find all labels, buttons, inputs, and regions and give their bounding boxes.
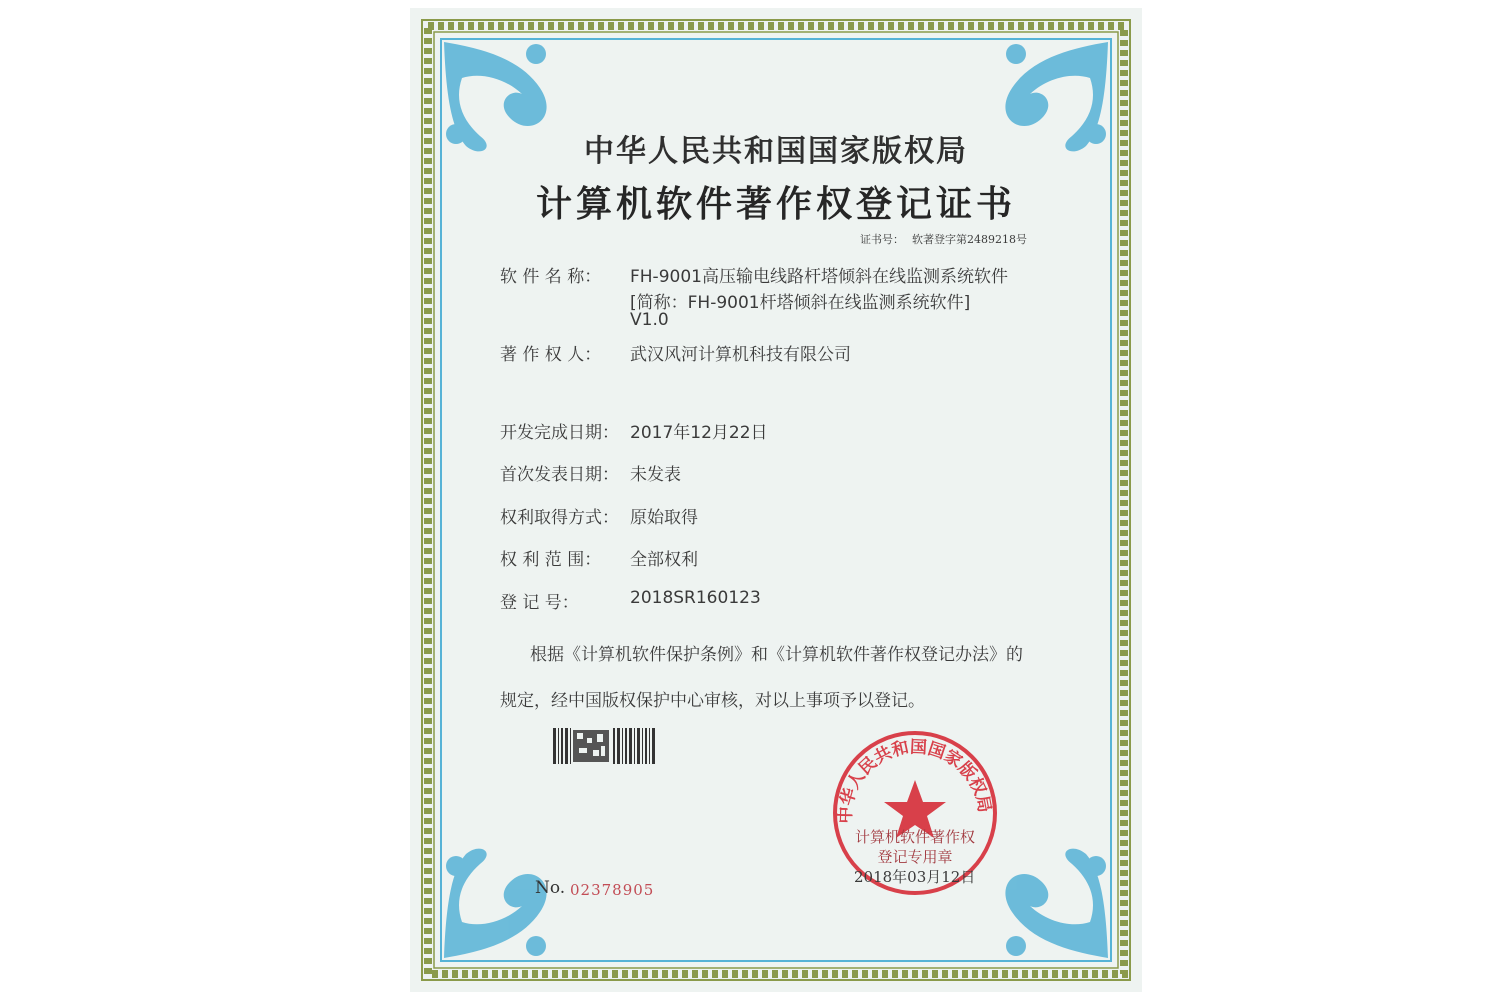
field-value-software-version: V1.0	[630, 310, 669, 330]
corner-ornament-bottom-left	[444, 849, 547, 958]
issuing-agency: 中华人民共和国国家版权局	[584, 134, 968, 169]
certificate-number-label: 证书号：	[860, 233, 904, 246]
seal-ring-text: 中华人民共和国国家版权局	[835, 737, 995, 824]
seal-date: 2018年03月12日	[854, 868, 976, 886]
serial-number-label: No.	[535, 878, 566, 898]
serial-number-value: 02378905	[570, 881, 655, 899]
statement-line-2: 规定，经中国版权保护中心审核，对以上事项予以登记。	[500, 691, 925, 711]
field-value-completion-date: 2017年12月22日	[630, 423, 768, 443]
field-label-rights-scope: 权 利 范 围：	[500, 550, 602, 570]
field-label-software-name: 软 件 名 称：	[500, 267, 602, 287]
certificate	[410, 8, 1142, 992]
field-value-software-name-line2: [简称：FH-9001杆塔倾斜在线监测系统软件]	[630, 293, 971, 313]
field-value-copyright-owner: 武汉风河计算机科技有限公司	[630, 345, 851, 365]
seal-text-line-2: 登记专用章	[877, 848, 953, 866]
field-value-rights-acquisition: 原始取得	[630, 508, 698, 528]
field-label-rights-acquisition: 权利取得方式：	[500, 508, 619, 528]
corner-ornament-bottom-right	[1005, 849, 1108, 958]
field-value-registration-number: 2018SR160123	[630, 588, 761, 608]
field-label-publication-date: 首次发表日期：	[500, 465, 619, 485]
seal-text-line-1: 计算机软件著作权	[854, 828, 975, 846]
field-label-registration-number: 登 记 号：	[500, 593, 579, 613]
field-value-software-name-line1: FH-9001高压输电线路杆塔倾斜在线监测系统软件	[630, 267, 1008, 287]
certificate-title: 计算机软件著作权登记证书	[535, 183, 1016, 225]
field-label-completion-date: 开发完成日期：	[500, 423, 619, 443]
field-label-copyright-owner: 著 作 权 人：	[500, 345, 602, 365]
certificate-number-value: 软著登字第2489218号	[912, 233, 1027, 246]
field-value-rights-scope: 全部权利	[630, 550, 698, 570]
field-value-publication-date: 未发表	[630, 465, 681, 485]
barcode	[553, 728, 655, 764]
statement-line-1: 根据《计算机软件保护条例》和《计算机软件著作权登记办法》的	[530, 645, 1023, 665]
